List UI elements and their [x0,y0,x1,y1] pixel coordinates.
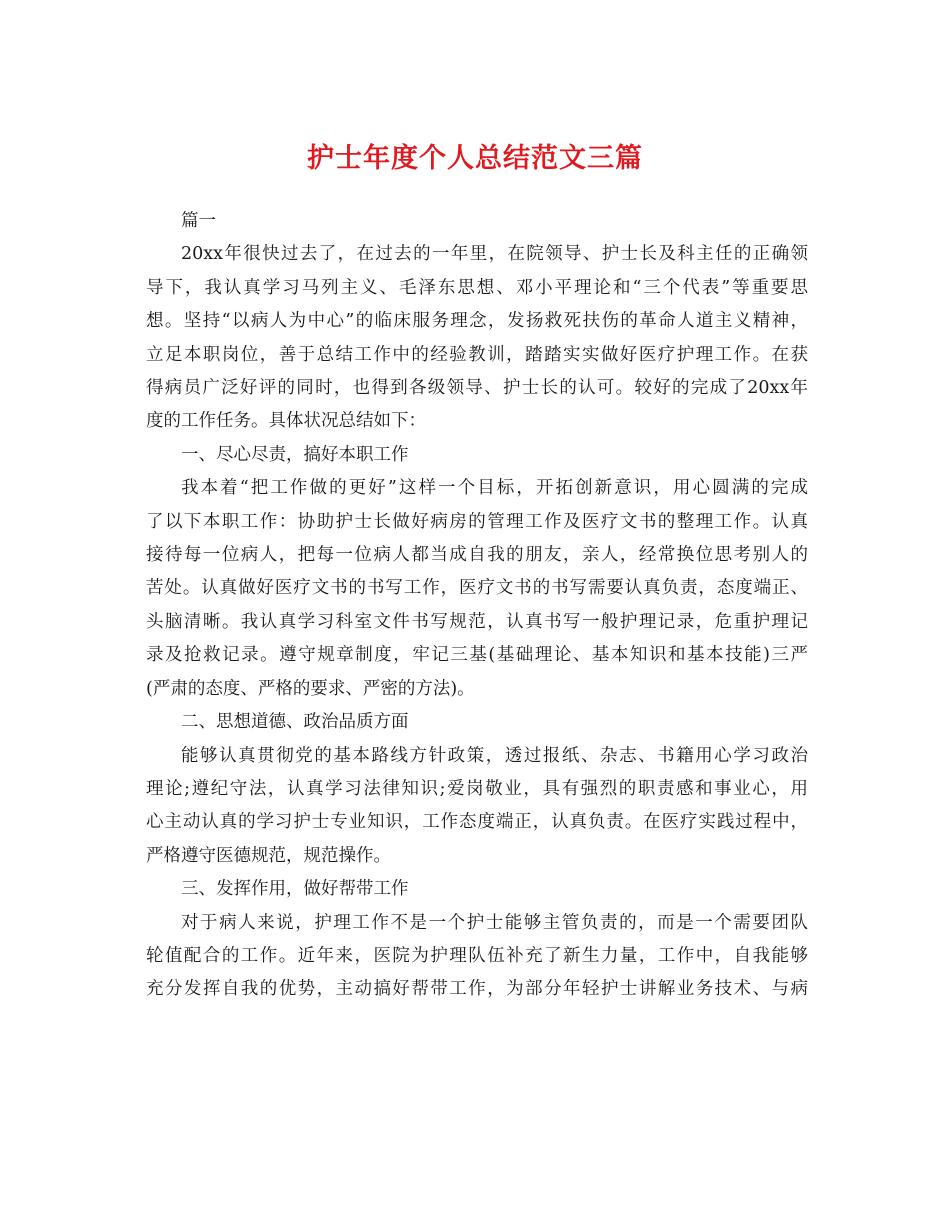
paragraph-line: 能够认真贯彻党的基本路线方针政策，透过报纸、杂志、书籍用心学习政治 [181,745,808,766]
paragraph-line: 想。坚持“以病人为中心”的临床服务理念，发扬救死扶伤的革命人道主义精神， [146,311,808,332]
document-title: 护士年度个人总结范文三篇 [307,143,643,174]
paragraph-line: 导下，我认真学习马列主义、毛泽东思想、邓小平理论和“三个代表”等重要思 [146,277,808,298]
paragraph-line: 立足本职岗位，善于总结工作中的经验教训，踏踏实实做好医疗护理工作。在获 [146,344,808,365]
section-heading: 一、尽心尽责，搞好本职工作 [181,444,409,465]
paragraph-line: 头脑清晰。我认真学习科室文件书写规范，认真书写一般护理记录，危重护理记 [146,611,808,632]
paragraph-line: 度的工作任务。具体状况总结如下： [146,411,426,432]
paragraph-line: 严格遵守医德规范，规范操作。 [146,845,391,866]
paragraph-line: 了以下本职工作：协助护士长做好病房的管理工作及医疗文书的整理工作。认真 [146,511,808,532]
paragraph-line: 20xx年很快过去了，在过去的一年里，在院领导、护士长及科主任的正确领 [181,244,808,265]
paragraph-line: 苦处。认真做好医疗文书的书写工作，医疗文书的书写需要认真负责，态度端正、 [146,578,808,599]
paragraph-line: 轮值配合的工作。近年来，医院为护理队伍补充了新生力量，工作中，自我能够 [146,945,808,966]
paragraph-line: 录及抢救记录。遵守规章制度，牢记三基(基础理论、基本知识和基本技能)三严 [146,645,808,666]
paragraph-line: 对于病人来说，护理工作不是一个护士能够主管负责的，而是一个需要团队 [181,912,808,933]
paragraph-line: 理论;遵纪守法，认真学习法律知识;爱岗敬业，具有强烈的职责感和事业心，用 [146,778,808,799]
section-heading: 二、思想道德、政治品质方面 [181,712,409,733]
document-body [146,205,808,1007]
paragraph-line: 充分发挥自我的优势，主动搞好帮带工作，为部分年轻护士讲解业务技术、与病 [146,979,808,1000]
paragraph-line: (严肃的态度、严格的要求、严密的方法)。 [146,678,475,699]
paragraph-line: 接待每一位病人，把每一位病人都当成自我的朋友，亲人，经常换位思考别人的 [146,545,808,566]
section-heading: 三、发挥作用，做好帮带工作 [181,879,409,900]
paragraph-line: 心主动认真的学习护士专业知识，工作态度端正，认真负责。在医疗实践过程中， [146,812,808,833]
paragraph-line: 我本着“把工作做的更好”这样一个目标，开拓创新意识，用心圆满的完成 [181,478,808,499]
section-heading: 篇一 [181,211,216,231]
paragraph-line: 得病员广泛好评的同时，也得到各级领导、护士长的认可。较好的完成了20xx年 [146,378,808,399]
